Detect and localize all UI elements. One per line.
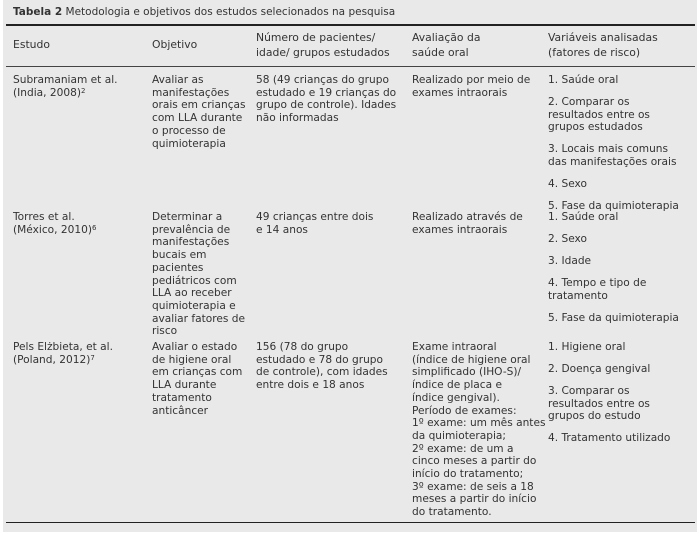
cell-line	[256, 341, 388, 354]
cell-line	[256, 87, 396, 100]
cell-text: Realizado através de	[412, 211, 523, 223]
cell-line	[412, 468, 546, 481]
cell-text: avaliar fatores de	[152, 312, 245, 325]
cell-line	[152, 224, 245, 237]
cell-text: meses a partir do início	[412, 493, 537, 506]
cell-line	[412, 224, 523, 237]
cell-text: risco	[152, 325, 178, 338]
variable-line: 3. Comparar os	[548, 385, 630, 397]
cell-objetivo	[152, 341, 242, 417]
header-estudo	[13, 37, 50, 52]
variable-item	[548, 277, 679, 302]
cell-text: 49 crianças entre dois	[256, 211, 374, 223]
reference-number: 2	[80, 86, 86, 95]
header-line: (fatores de risco)	[548, 46, 641, 59]
cell-line	[152, 249, 245, 262]
table-panel	[3, 0, 697, 532]
cell-line	[152, 262, 245, 275]
variable-line: das manifestações orais	[548, 156, 677, 169]
table-caption	[13, 6, 395, 18]
header-rule	[6, 66, 695, 67]
cell-line	[412, 87, 530, 100]
header-variaveis	[548, 30, 658, 60]
header-line: Variáveis analisadas	[548, 31, 658, 44]
cell-line	[152, 405, 242, 418]
variable-item	[548, 74, 679, 87]
cell-text: da quimioterapia;	[412, 429, 506, 442]
cell-text: (México, 2010)	[13, 223, 92, 236]
cell-line	[412, 354, 546, 367]
cell-text: Realizado por meio de	[412, 74, 531, 86]
cell-text: grupo de controle). Idades	[256, 99, 397, 112]
cell-text: estudado e 19 crianças do	[256, 86, 397, 99]
variable-line: 5. Fase da quimioterapia	[548, 311, 679, 324]
cell-text: de controle), com idades	[256, 366, 388, 379]
header-line: idade/ grupos estudados	[256, 46, 390, 59]
variable-item	[548, 255, 679, 268]
header-objetivo	[152, 37, 197, 52]
cell-text: entre dois e 18 anos	[256, 379, 365, 392]
header-line: Número de pacientes/	[256, 31, 376, 44]
variable-line: 2. Comparar os	[548, 96, 630, 108]
cell-text: Período de exames:	[412, 404, 517, 417]
variable-line: resultados entre os	[548, 108, 650, 121]
variable-item	[548, 341, 670, 354]
cell-text: índice de placa e	[412, 379, 503, 392]
cell-text: Exame intraoral	[412, 341, 497, 353]
cell-text: (índice de higiene oral	[412, 353, 531, 366]
variable-item	[548, 211, 679, 224]
cell-estudo	[13, 211, 96, 236]
cell-text: com LLA durante	[152, 112, 243, 125]
cell-line	[13, 74, 118, 87]
cell-text: manifestações	[152, 236, 230, 249]
variable-line: 4. Tratamento utilizado	[548, 432, 671, 445]
variable-line: grupos estudados	[548, 121, 643, 134]
cell-text: cinco meses a partir do	[412, 455, 537, 468]
cell-avaliacao	[412, 341, 546, 519]
cell-line	[412, 493, 546, 506]
reference-number: 6	[91, 223, 97, 232]
cell-line	[256, 354, 388, 367]
variable-item	[548, 96, 679, 134]
cell-avaliacao	[412, 74, 530, 99]
cell-numero	[256, 74, 396, 125]
cell-text: de higiene oral	[152, 353, 232, 366]
cell-text: pediátricos com	[152, 274, 237, 287]
cell-variaveis	[548, 74, 679, 222]
cell-text: (Poland, 2012)	[13, 353, 91, 366]
cell-text: manifestações	[152, 86, 230, 99]
cell-line	[152, 112, 246, 125]
variable-line: 4. Tempo e tipo de	[548, 277, 647, 289]
cell-text: Pels Elżbieta, et al.	[13, 341, 113, 353]
cell-text: (India, 2008)	[13, 86, 81, 99]
cell-line	[152, 325, 245, 338]
cell-line	[152, 313, 245, 326]
variable-line: 2. Doença gengival	[548, 363, 651, 375]
cell-line	[13, 224, 96, 237]
header-line: Avaliação da	[412, 31, 481, 44]
cell-line	[152, 392, 242, 405]
variable-line: resultados entre os	[548, 397, 650, 410]
cell-line	[256, 74, 396, 87]
cell-text: 3º exame: de seis a 18	[412, 480, 534, 493]
cell-line	[13, 354, 113, 367]
variable-item	[548, 363, 670, 376]
cell-line	[152, 99, 246, 112]
cell-text: do tratamento.	[412, 506, 492, 519]
cell-line	[412, 481, 546, 494]
cell-text: pacientes	[152, 261, 204, 274]
variable-line: tratamento	[548, 289, 608, 302]
cell-text: e 14 anos	[256, 223, 308, 236]
cell-text: orais em crianças	[152, 99, 246, 112]
cell-numero	[256, 341, 388, 392]
cell-text: prevalência de	[152, 223, 231, 236]
table-label: Tabela 2	[13, 6, 63, 18]
cell-line	[256, 366, 388, 379]
cell-line	[412, 405, 546, 418]
cell-line	[412, 417, 546, 430]
cell-line	[152, 236, 245, 249]
variable-line: 2. Sexo	[548, 233, 587, 245]
variable-item	[548, 312, 679, 325]
cell-text: 1º exame: um mês antes	[412, 417, 546, 430]
cell-avaliacao	[412, 211, 523, 236]
top-rule	[6, 24, 695, 26]
header-numero	[256, 30, 390, 60]
cell-line	[412, 455, 546, 468]
cell-line	[256, 379, 388, 392]
cell-variaveis	[548, 341, 670, 454]
header-line: Objetivo	[152, 38, 198, 51]
cell-line	[412, 211, 523, 224]
cell-line	[412, 379, 546, 392]
variable-line: 5. Fase da quimioterapia	[548, 200, 679, 213]
cell-line	[256, 211, 373, 224]
cell-text: Determinar a	[152, 211, 223, 223]
cell-line	[152, 341, 242, 354]
cell-line	[412, 506, 546, 519]
cell-text: Avaliar o estado	[152, 341, 238, 353]
cell-line	[412, 366, 546, 379]
cell-text: índice gengival).	[412, 391, 500, 404]
cell-line	[152, 366, 242, 379]
cell-text: tratamento	[152, 391, 212, 404]
cell-text: quimioterapia e	[152, 299, 236, 312]
variable-line: 1. Saúde oral	[548, 211, 619, 223]
cell-text: o processo de	[152, 124, 226, 137]
cell-line	[13, 211, 96, 224]
reference-number: 7	[90, 353, 95, 362]
cell-numero	[256, 211, 373, 236]
variable-line: 3. Idade	[548, 255, 592, 267]
cell-line	[256, 112, 396, 125]
cell-text: simplificado (IHO-S)/	[412, 366, 522, 379]
cell-objetivo	[152, 211, 245, 338]
cell-line	[256, 224, 373, 237]
cell-line	[412, 430, 546, 443]
cell-line	[412, 443, 546, 456]
cell-text: LLA ao receber	[152, 287, 232, 300]
cell-line	[152, 138, 246, 151]
cell-estudo	[13, 74, 118, 99]
variable-line: 1. Saúde oral	[548, 74, 619, 86]
cell-text: 156 (78 do grupo	[256, 341, 349, 353]
variable-line: 4. Sexo	[548, 178, 587, 191]
cell-text: início do tratamento;	[412, 468, 524, 481]
cell-variaveis	[548, 211, 679, 334]
variable-line: 3. Locais mais comuns	[548, 143, 669, 156]
cell-text: Subramaniam et al.	[13, 74, 118, 86]
cell-text: bucais em	[152, 249, 207, 262]
variable-line: 1. Higiene oral	[548, 341, 626, 353]
cell-text: quimioterapia	[152, 137, 226, 150]
cell-line	[412, 341, 546, 354]
cell-text: exames intraorais	[412, 223, 508, 236]
cell-line	[412, 74, 530, 87]
cell-objetivo	[152, 74, 246, 150]
cell-line	[256, 99, 396, 112]
cell-text: anticâncer	[152, 404, 209, 417]
cell-text: exames intraorais	[412, 86, 508, 99]
cell-line	[152, 125, 246, 138]
variable-item	[548, 385, 670, 423]
header-line: saúde oral	[412, 46, 469, 59]
header-line: Estudo	[13, 38, 50, 51]
table-title: Metodologia e objetivos dos estudos selecionados na pesquisa	[65, 6, 396, 18]
cell-text: 58 (49 crianças do grupo	[256, 74, 389, 86]
cell-text: em crianças com	[152, 366, 243, 379]
variable-item	[548, 233, 679, 246]
cell-line	[152, 287, 245, 300]
cell-line	[152, 379, 242, 392]
cell-line	[152, 300, 245, 313]
variable-item	[548, 143, 679, 168]
cell-text: 2º exame: de um a	[412, 442, 514, 455]
cell-line	[13, 87, 118, 100]
cell-text: Torres et al.	[13, 211, 75, 223]
cell-line	[152, 74, 246, 87]
cell-text: Avaliar as	[152, 74, 204, 86]
cell-line	[13, 341, 113, 354]
cell-line	[152, 275, 245, 288]
cell-line	[152, 211, 245, 224]
cell-text: estudado e 78 do grupo	[256, 353, 384, 366]
cell-line	[152, 354, 242, 367]
bottom-rule	[6, 522, 695, 523]
variable-item	[548, 178, 679, 191]
cell-text: não informadas	[256, 112, 339, 125]
cell-line	[412, 392, 546, 405]
cell-text: LLA durante	[152, 379, 217, 392]
variable-item	[548, 432, 670, 445]
header-avaliacao	[412, 30, 480, 60]
variable-line: grupos do estudo	[548, 410, 641, 423]
cell-estudo	[13, 341, 113, 366]
cell-line	[152, 87, 246, 100]
